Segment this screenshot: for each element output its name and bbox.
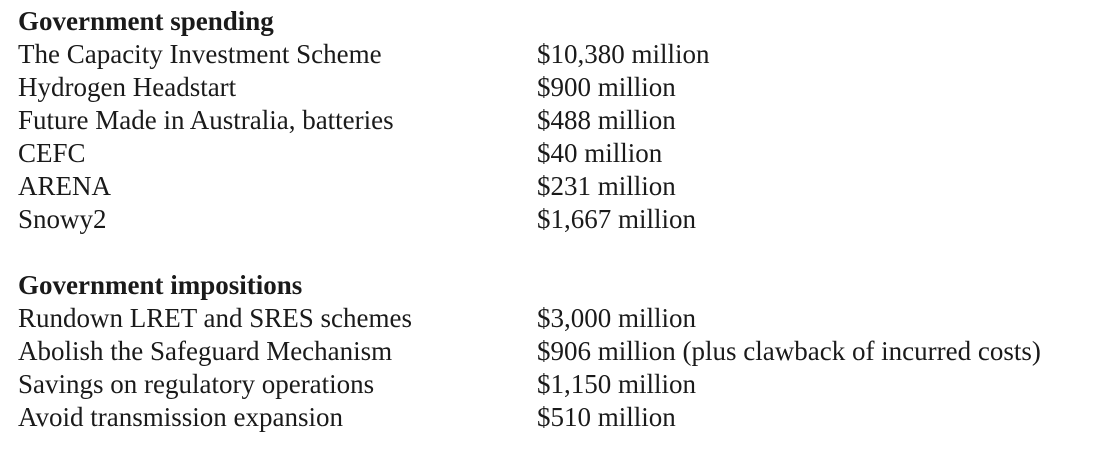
row-label: Rundown LRET and SRES schemes — [18, 303, 412, 333]
row-label: Future Made in Australia, batteries — [18, 105, 394, 135]
section-government-spending — [18, 5, 1098, 236]
row-value: $900 million — [537, 72, 676, 102]
row-label: Hydrogen Headstart — [18, 72, 237, 102]
document-body — [18, 5, 1098, 434]
row-label: Snowy2 — [18, 204, 107, 234]
row-label: CEFC — [18, 138, 86, 168]
table-row — [18, 104, 1098, 137]
row-value: $231 million — [537, 171, 676, 201]
row-label: Savings on regulatory operations — [18, 369, 375, 399]
table-row — [18, 302, 1098, 335]
row-value: $40 million — [537, 138, 663, 168]
row-value: $3,000 million — [537, 303, 697, 333]
section-heading: Government impositions — [18, 270, 303, 300]
row-value: $10,380 million — [537, 39, 710, 69]
row-value: $488 million — [537, 105, 676, 135]
row-label: Abolish the Safeguard Mechanism — [18, 336, 393, 366]
row-value: $906 million (plus clawback of incurred costs) — [537, 336, 1041, 366]
table-row — [18, 203, 1098, 236]
table-row — [18, 335, 1098, 368]
section-heading: Government spending — [18, 6, 274, 36]
row-label: Avoid transmission expansion — [18, 402, 343, 432]
row-value: $1,150 million — [537, 369, 697, 399]
section-government-impositions — [18, 269, 1098, 434]
table-row — [18, 401, 1098, 434]
table-row — [18, 137, 1098, 170]
row-value: $510 million — [537, 402, 676, 432]
table-row — [18, 38, 1098, 71]
table-row — [18, 368, 1098, 401]
table-row — [18, 170, 1098, 203]
row-label: ARENA — [18, 171, 111, 201]
table-row — [18, 71, 1098, 104]
row-value: $1,667 million — [537, 204, 697, 234]
row-label: The Capacity Investment Scheme — [18, 39, 382, 69]
